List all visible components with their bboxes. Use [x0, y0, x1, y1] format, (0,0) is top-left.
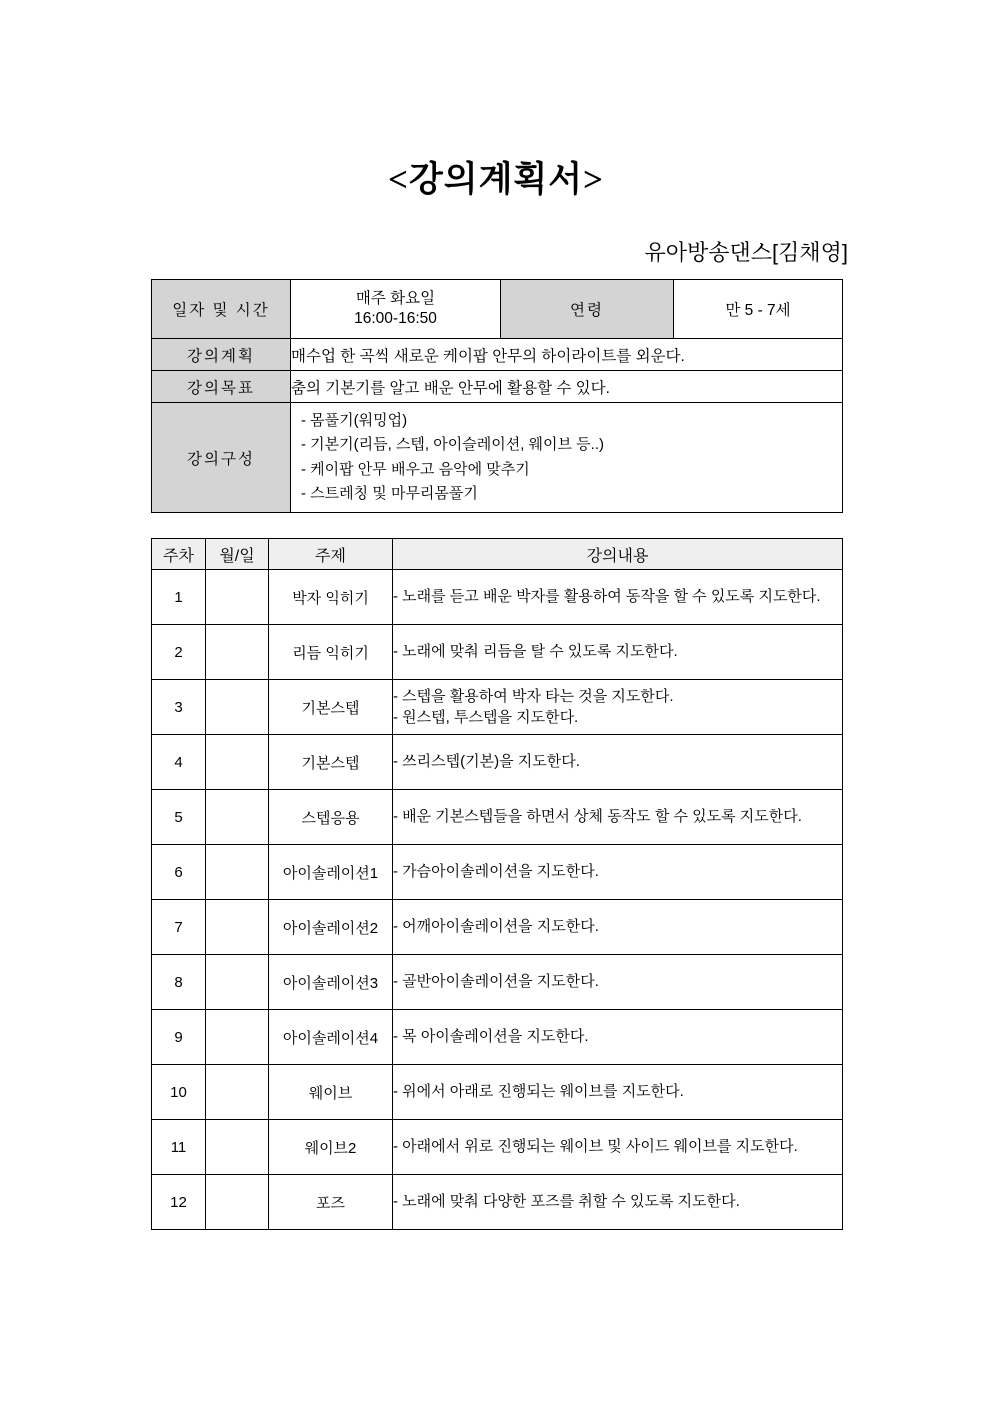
cell-date: [206, 625, 269, 680]
content-line: - 아래에서 위로 진행되는 웨이브 및 사이드 웨이브를 지도한다.: [393, 1138, 798, 1156]
info-value-composition: [291, 403, 843, 513]
weekly-schedule-table: [151, 538, 843, 1230]
column-header-content: 강의내용: [393, 539, 843, 570]
cell-content: [393, 1010, 843, 1065]
cell-topic: 웨이브2: [269, 1120, 393, 1175]
cell-week: 7: [152, 900, 206, 955]
cell-topic: 리듬 익히기: [269, 625, 393, 680]
schedule-header-row: [152, 539, 843, 570]
info-label-composition: 강의구성: [152, 403, 291, 513]
cell-week: 1: [152, 570, 206, 625]
cell-content: [393, 845, 843, 900]
cell-week: 2: [152, 625, 206, 680]
cell-content: [393, 1065, 843, 1120]
info-label-age: 연령: [501, 280, 674, 339]
table-row: [152, 955, 843, 1010]
info-row-goal: [152, 371, 843, 403]
cell-content: [393, 790, 843, 845]
info-label-goal: 강의목표: [152, 371, 291, 403]
info-value-age: 만 5 - 7세: [674, 280, 843, 339]
cell-content: [393, 955, 843, 1010]
table-row: [152, 1010, 843, 1065]
cell-week: 11: [152, 1120, 206, 1175]
content-line: - 원스텝, 투스텝을 지도한다.: [393, 709, 579, 726]
cell-date: [206, 735, 269, 790]
cell-week: 10: [152, 1065, 206, 1120]
cell-date: [206, 1065, 269, 1120]
cell-content: [393, 1120, 843, 1175]
content-line: - 노래에 맞춰 리듬을 탈 수 있도록 지도한다.: [393, 643, 678, 661]
content-line: - 목 아이솔레이션을 지도한다.: [393, 1028, 589, 1046]
content-line: - 쓰리스텝(기본)을 지도한다.: [393, 753, 580, 771]
composition-item: - 몸풀기(워밍업): [301, 412, 408, 429]
cell-topic: 아이솔레이션1: [269, 845, 393, 900]
cell-topic: 아이솔레이션4: [269, 1010, 393, 1065]
content-line: - 가슴아이솔레이션을 지도한다.: [393, 863, 599, 881]
cell-content: [393, 570, 843, 625]
cell-date: [206, 1120, 269, 1175]
content-line: - 스텝을 활용하여 박자 타는 것을 지도한다.: [393, 687, 674, 705]
table-row: [152, 1175, 843, 1230]
table-row: [152, 790, 843, 845]
cell-topic: 아이솔레이션2: [269, 900, 393, 955]
info-value-goal: 춤의 기본기를 알고 배운 안무에 활용할 수 있다.: [291, 371, 843, 403]
cell-topic: 스텝응용: [269, 790, 393, 845]
table-row: [152, 570, 843, 625]
cell-date: [206, 570, 269, 625]
column-header-week: 주차: [152, 539, 206, 570]
table-row: [152, 1065, 843, 1120]
schedule-body: [152, 570, 843, 1230]
course-instructor-label: 유아방송댄스[김채영]: [644, 240, 848, 265]
table-row: [152, 680, 843, 735]
cell-content: [393, 900, 843, 955]
composition-item: - 기본기(리듬, 스텝, 아이슬레이션, 웨이브 등..): [301, 436, 604, 454]
table-row: [152, 900, 843, 955]
cell-content: [393, 735, 843, 790]
cell-date: [206, 680, 269, 735]
composition-item: - 케이팝 안무 배우고 음악에 맞추기: [301, 460, 530, 478]
cell-week: 5: [152, 790, 206, 845]
cell-topic: 포즈: [269, 1175, 393, 1230]
composition-item-list: [291, 403, 842, 512]
cell-content: [393, 625, 843, 680]
cell-week: 8: [152, 955, 206, 1010]
cell-date: [206, 1175, 269, 1230]
column-header-topic: 주제: [269, 539, 393, 570]
cell-topic: 박자 익히기: [269, 570, 393, 625]
info-row-plan: [152, 339, 843, 371]
cell-content: [393, 1175, 843, 1230]
column-header-date: 월/일: [206, 539, 269, 570]
info-value-datetime: [291, 280, 501, 339]
page-title: <강의계획서>: [388, 160, 604, 199]
content-line: - 위에서 아래로 진행되는 웨이브를 지도한다.: [393, 1083, 684, 1101]
table-row: [152, 845, 843, 900]
cell-week: 9: [152, 1010, 206, 1065]
datetime-day: 매주 화요일: [355, 290, 436, 308]
cell-topic: 웨이브: [269, 1065, 393, 1120]
cell-week: 4: [152, 735, 206, 790]
cell-date: [206, 900, 269, 955]
content-line: - 노래에 맞춰 다양한 포즈를 취할 수 있도록 지도한다.: [393, 1193, 740, 1211]
content-line: - 골반아이솔레이션을 지도한다.: [393, 973, 599, 991]
cell-week: 3: [152, 680, 206, 735]
table-row: [152, 1120, 843, 1175]
datetime-time: 16:00-16:50: [354, 310, 437, 327]
info-label-datetime: 일자 및 시간: [152, 280, 291, 339]
cell-date: [206, 955, 269, 1010]
composition-item: - 스트레칭 및 마무리몸풀기: [301, 484, 478, 502]
info-label-plan: 강의계획: [152, 339, 291, 371]
content-line: - 노래를 듣고 배운 박자를 활용하여 동작을 할 수 있도록 지도한다.: [393, 588, 821, 606]
cell-week: 12: [152, 1175, 206, 1230]
cell-week: 6: [152, 845, 206, 900]
info-row-datetime: [152, 280, 843, 339]
cell-topic: 아이솔레이션3: [269, 955, 393, 1010]
content-line: - 배운 기본스텝들을 하면서 상체 동작도 할 수 있도록 지도한다.: [393, 808, 802, 826]
cell-date: [206, 845, 269, 900]
info-row-composition: [152, 403, 843, 513]
cell-content: [393, 680, 843, 735]
table-row: [152, 625, 843, 680]
info-value-plan: 매수업 한 곡씩 새로운 케이팝 안무의 하이라이트를 외운다.: [291, 339, 843, 371]
cell-date: [206, 790, 269, 845]
table-row: [152, 735, 843, 790]
cell-topic: 기본스텝: [269, 735, 393, 790]
content-line: - 어깨아이솔레이션을 지도한다.: [393, 918, 599, 936]
cell-date: [206, 1010, 269, 1065]
course-info-table: [151, 279, 843, 513]
cell-topic: 기본스텝: [269, 680, 393, 735]
